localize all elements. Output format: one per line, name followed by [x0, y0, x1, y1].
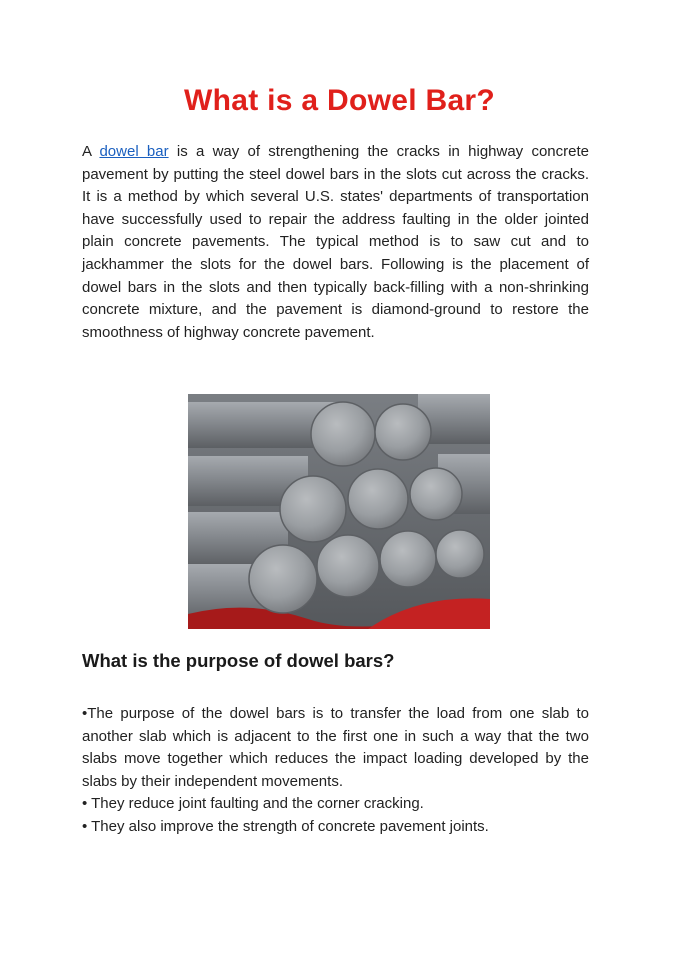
- list-item: • They reduce joint faulting and the corner cracking.: [82, 795, 424, 813]
- intro-paragraph: [82, 141, 589, 344]
- intro-lead: A: [82, 143, 100, 160]
- page-title: What is a Dowel Bar?: [183, 84, 496, 117]
- purpose-heading: What is the purpose of dowel bars?: [82, 650, 395, 671]
- list-item: • They also improve the strength of concrete pavement joints.: [82, 817, 489, 835]
- dowel-bars-photo: [188, 394, 490, 629]
- list-item: •The purpose of the dowel bars is to transfer the load from one slab to another slab which is adjacent to the first one in such a way that the two slabs move together which reduces the impact loading developed by the slabs by their independent movements.: [82, 705, 589, 790]
- dowel-bars-illustration: [188, 394, 490, 629]
- dowel-bar-link[interactable]: dowel bar: [99, 143, 169, 160]
- intro-body: is a way of strengthening the cracks in highway concrete pavement by putting the steel dowel bars in the slots cut across the cracks. It is a method by which several U.S. states' departments of transportation have successfully used to repair the address faulting in the older jointed plain concrete pavements. The typical method is to saw cut and to jackhammer the slots for the dowel bars. Following is the placement of dowel bars in the slots and then typically back-filling with a non-shrinking concrete mixture, and the pavement is diamond-ground to restore the smoothness of highway concrete pavement.: [82, 143, 589, 341]
- purpose-list: [82, 703, 589, 839]
